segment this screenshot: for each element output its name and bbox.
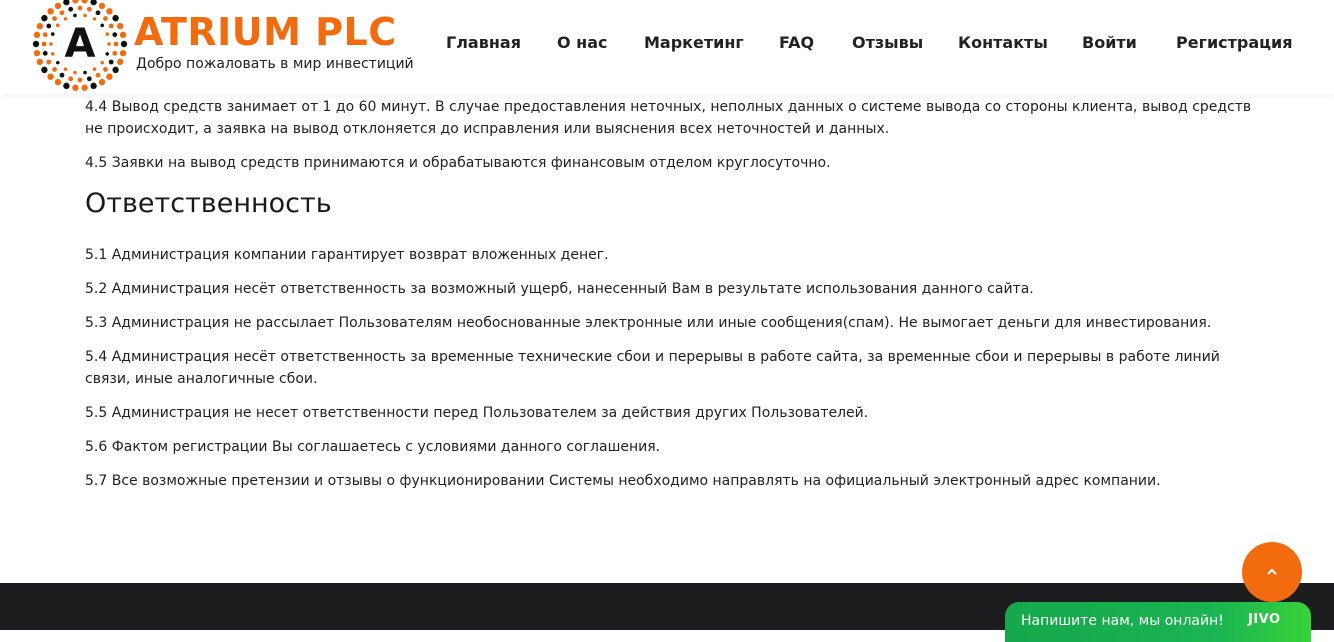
logo-dot [93, 67, 97, 71]
logo-dot [112, 67, 118, 73]
nav-item-home[interactable]: Главная [446, 33, 521, 52]
chevron-up-icon [1265, 567, 1279, 577]
logo-dot [106, 73, 112, 79]
logo-dot [42, 42, 47, 47]
logo-dot [81, 85, 87, 91]
logo-dot [109, 60, 114, 65]
logo-dot [109, 24, 114, 29]
logo-dot [90, 83, 96, 89]
logo-dot [96, 10, 101, 15]
logo-dot [99, 79, 105, 85]
nav-item-login[interactable]: Войти [1082, 33, 1137, 52]
logo-dot [78, 6, 83, 11]
logo-dot [52, 67, 57, 72]
logo-dot [46, 24, 51, 29]
logo-dot [52, 16, 57, 21]
logo-dot [112, 32, 117, 37]
logo-dot [73, 14, 77, 18]
logo-dot [51, 32, 55, 36]
logo-dot [105, 32, 109, 36]
site-logo[interactable] [30, 0, 414, 92]
paragraph-5-1: 5.1 Администрация компании гарантирует возврат вложенных денег. [85, 247, 609, 263]
logo-dot [120, 50, 126, 56]
logo-dot [68, 7, 73, 12]
logo-dot [105, 52, 109, 56]
logo-letter: A [64, 21, 96, 67]
logo-dot [83, 14, 87, 18]
logo-dot [34, 50, 40, 56]
logo-dot [78, 78, 83, 83]
paragraph-5-5: 5.5 Администрация не несет ответственности перед Пользователем за действия других Пользователей. [85, 405, 869, 421]
logo-dot [63, 0, 69, 5]
brand-tagline: Добро пожаловать в мир инвестиций [136, 56, 414, 72]
logo-dot [43, 51, 48, 56]
paragraph-5-4: 5.4 Администрация несёт ответственность за временные технические сбои и перерывы в работе сайта, за временные сбои и перерывы в работе линий связи, иные аналогичные сбои. [85, 349, 1220, 387]
site-header [0, 0, 1334, 94]
logo-dot [56, 61, 60, 65]
logo-dot [100, 24, 104, 28]
paragraph-5-6: 5.6 Фактом регистрации Вы соглашаетесь с условиями данного соглашения. [85, 439, 661, 455]
logo-dot [114, 42, 119, 47]
nav-item-reviews[interactable]: Отзывы [852, 33, 924, 52]
logo-dot [55, 3, 61, 9]
logo-dot [55, 79, 61, 85]
logo-dot [41, 67, 47, 73]
logo-dot [68, 76, 73, 81]
nav-item-marketing[interactable]: Маркетинг [644, 33, 744, 52]
section-title: Ответственность [85, 188, 332, 219]
logo-dot [107, 42, 111, 46]
logo-dot [63, 83, 69, 89]
logo-dot [121, 41, 127, 47]
terms-content [85, 96, 1260, 504]
logo-dot [72, 85, 78, 91]
logo-dot [41, 15, 47, 21]
logo-dot [49, 42, 53, 46]
scroll-top-button[interactable] [1242, 542, 1302, 602]
logo-dot [56, 24, 60, 28]
paragraph-4-4: 4.4 Вывод средств занимает от 1 до 60 минут. В случае предоставления неточных, неполных данных о системе вывода со стороны клиента, вывод средств не происходит, а заявка на вывод отклоняется до исправления или выяснения всех неточностей и данных. [85, 99, 1252, 137]
logo-dot [34, 32, 40, 38]
logo-dot [90, 0, 96, 5]
logo-dot [47, 73, 53, 79]
logo-dot [100, 61, 104, 65]
logo-mark-icon [30, 0, 130, 92]
logo-dot [60, 73, 65, 78]
logo-dot [37, 59, 43, 65]
logo-dot [72, 0, 78, 3]
logo-dot [96, 73, 101, 78]
logo-dot [33, 41, 39, 47]
nav-item-register[interactable]: Регистрация [1176, 33, 1293, 52]
logo-dot [87, 76, 92, 81]
logo-dot [103, 16, 108, 21]
paragraph-5-7: 5.7 Все возможные претензии и отзывы о функционировании Системы необходимо направлять на официальный электронный адрес компании. [85, 473, 1161, 489]
logo-dot [117, 23, 123, 29]
logo-dot [120, 32, 126, 38]
logo-dot [112, 51, 117, 56]
paragraph-4-5: 4.5 Заявки на вывод средств принимаются и обрабатываются финансовым отделом круглосуточно. [85, 155, 831, 171]
logo-dot [64, 67, 68, 71]
logo-dot [73, 71, 77, 75]
paragraph-5-3: 5.3 Администрация не рассылает Пользователям необоснованные электронные или иные сообщения(спам). Не вымогает деньги для инвестирования. [85, 315, 1212, 331]
logo-dot [87, 7, 92, 12]
logo-dot [112, 15, 118, 21]
chat-widget-label: Напишите нам, мы онлайн! [1021, 613, 1224, 629]
logo-dot [83, 71, 87, 75]
chat-widget[interactable] [1005, 602, 1311, 642]
logo-dot [43, 32, 48, 37]
logo-dot [51, 52, 55, 56]
logo-dot [81, 0, 87, 3]
nav-item-faq[interactable]: FAQ [779, 33, 815, 52]
logo-dot [46, 60, 51, 65]
jivo-logo: JIVO [1248, 612, 1281, 627]
logo-dot [106, 8, 112, 14]
nav-item-contacts[interactable]: Контакты [958, 33, 1048, 52]
logo-dot [60, 10, 65, 15]
nav-item-about[interactable]: О нас [557, 33, 608, 52]
brand-name: ATRIUM PLC [134, 10, 397, 54]
logo-dot [99, 3, 105, 9]
logo-dot [37, 23, 43, 29]
logo-dot [47, 8, 53, 14]
paragraph-5-2: 5.2 Администрация несёт ответственность за возможный ущерб, нанесенный Вам в результате использования данного сайта. [85, 281, 1034, 297]
logo-dot [117, 59, 123, 65]
logo-dot [103, 67, 108, 72]
